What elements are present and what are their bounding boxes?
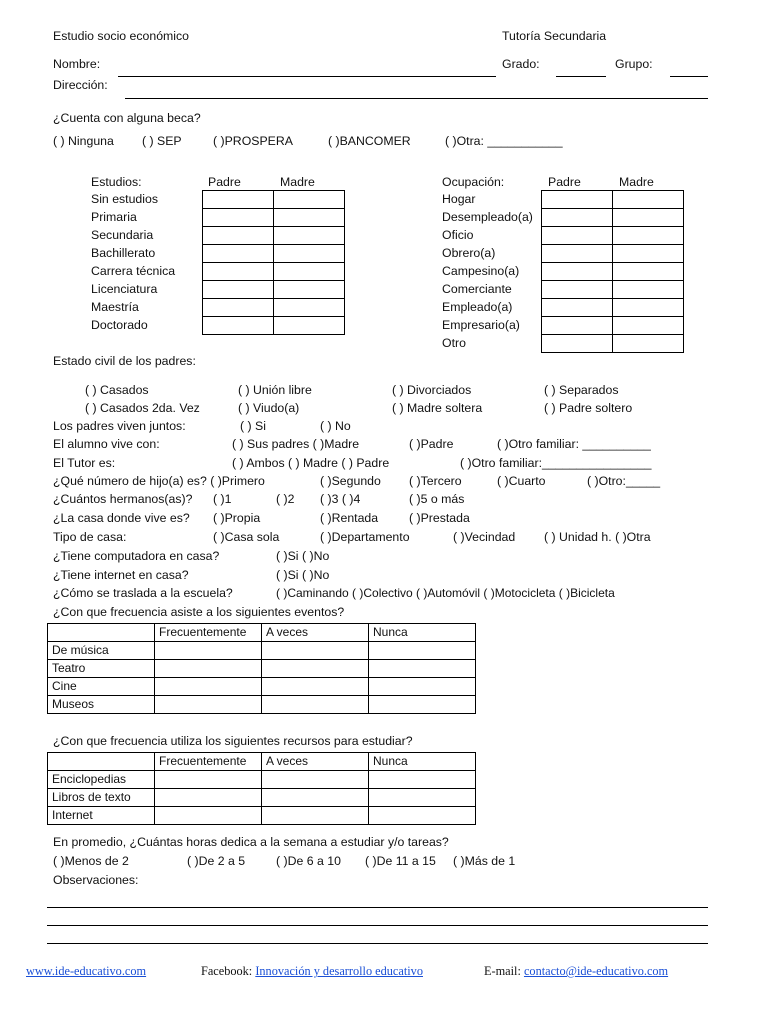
estado-civil-option[interactable]: ( ) Unión libre: [238, 383, 312, 397]
question-option[interactable]: ( )5 o más: [409, 492, 465, 506]
ocupacion-cell-madre[interactable]: [613, 335, 684, 353]
estudios-cell-madre[interactable]: [274, 281, 345, 299]
question-option[interactable]: ( )Otro:_____: [587, 474, 661, 488]
estado-civil-option[interactable]: ( ) Padre soltero: [544, 401, 633, 415]
question-option[interactable]: ( )Segundo: [320, 474, 381, 488]
question-label: ¿Cómo se traslada a la escuela?: [53, 586, 233, 600]
horas-option[interactable]: ( )De 6 a 10: [276, 854, 341, 868]
form-subtitle: Tutoría Secundaria: [502, 29, 607, 43]
estudios-cell-padre[interactable]: [203, 263, 274, 281]
question-option[interactable]: ( )Prestada: [409, 511, 470, 525]
estudios-item: Secundaria: [91, 228, 154, 242]
ocupacion-item: Campesino(a): [442, 264, 520, 278]
recursos-header-a-veces: A veces: [262, 753, 369, 771]
estudios-cell-padre[interactable]: [203, 191, 274, 209]
eventos-cell[interactable]: [369, 660, 476, 678]
ocupacion-cell-padre[interactable]: [542, 335, 613, 353]
facebook-link[interactable]: Innovación y desarrollo educativo: [255, 964, 423, 978]
ocupacion-cell-madre[interactable]: [613, 227, 684, 245]
email-label: E-mail:: [484, 964, 521, 978]
recursos-cell[interactable]: [369, 807, 476, 825]
ocupacion-cell-padre[interactable]: [542, 263, 613, 281]
question-option[interactable]: ( )Rentada: [320, 511, 379, 525]
recursos-cell[interactable]: [262, 771, 369, 789]
recursos-cell[interactable]: [155, 789, 262, 807]
question-label: ¿La casa donde vive es?: [53, 511, 190, 525]
website-link[interactable]: www.ide-educativo.com: [26, 964, 147, 978]
estado-civil-option[interactable]: ( ) Casados: [85, 383, 149, 397]
ocupacion-cell-padre[interactable]: [542, 281, 613, 299]
ocupacion-cell-padre[interactable]: [542, 209, 613, 227]
recursos-cell[interactable]: [262, 789, 369, 807]
recursos-row-label: Internet: [48, 807, 155, 825]
horas-option[interactable]: ( )Más de 1: [453, 854, 516, 868]
estudios-item: Carrera técnica: [91, 264, 176, 278]
ocupacion-item: Otro: [442, 336, 466, 350]
ocupacion-cell-padre[interactable]: [542, 317, 613, 335]
eventos-row-label: Teatro: [48, 660, 155, 678]
facebook-label: Facebook:: [201, 964, 253, 978]
ocupacion-cell-padre[interactable]: [542, 299, 613, 317]
horas-option[interactable]: ( )De 2 a 5: [187, 854, 246, 868]
ocupacion-padre-header: Padre: [548, 175, 581, 189]
estado-civil-option[interactable]: ( ) Casados 2da. Vez: [85, 401, 200, 415]
estado-civil-option[interactable]: ( ) Divorciados: [392, 383, 472, 397]
nombre-label: Nombre:: [53, 57, 101, 71]
direccion-label: Dirección:: [53, 78, 108, 92]
observaciones-line[interactable]: [47, 907, 708, 908]
estudios-item: Primaria: [91, 210, 137, 224]
question-option[interactable]: ( ) Unidad h. ( )Otra: [544, 530, 651, 544]
ocupacion-cell-madre[interactable]: [613, 191, 684, 209]
ocupacion-item: Comerciante: [442, 282, 512, 296]
footer-facebook: [201, 964, 423, 979]
question-option[interactable]: ( )1: [213, 492, 232, 506]
horas-question: En promedio, ¿Cuántas horas dedica a la semana a estudiar y/o tareas?: [53, 835, 449, 849]
question-label: Los padres viven juntos:: [53, 419, 186, 433]
horas-option[interactable]: ( )De 11 a 15: [365, 854, 436, 868]
ocupacion-cell-madre[interactable]: [613, 245, 684, 263]
estudios-cell-madre[interactable]: [274, 317, 345, 335]
question-option[interactable]: ( )Si ( )No: [276, 549, 330, 563]
recursos-table: [47, 752, 476, 825]
question-option[interactable]: ( ) Sus padres ( )Madre: [232, 437, 360, 451]
eventos-cell[interactable]: [262, 660, 369, 678]
estudios-cell-madre[interactable]: [274, 191, 345, 209]
estudios-cell-madre[interactable]: [274, 299, 345, 317]
estudios-cell-padre[interactable]: [203, 227, 274, 245]
estudios-item: Sin estudios: [91, 192, 158, 206]
eventos-question: ¿Con que frecuencia asiste a los siguientes eventos?: [53, 605, 345, 619]
ocupacion-item: Empresario(a): [442, 318, 520, 332]
estudios-cell-padre[interactable]: [203, 299, 274, 317]
ocupacion-cell-madre[interactable]: [613, 299, 684, 317]
eventos-table: [47, 623, 476, 714]
question-label: ¿Qué número de hijo(a) es? ( )Primero: [53, 474, 265, 488]
question-label: El alumno vive con:: [53, 437, 160, 451]
grupo-label: Grupo:: [615, 57, 653, 71]
question-option[interactable]: ( )Propia: [213, 511, 261, 525]
recursos-header-nunca: Nunca: [369, 753, 476, 771]
question-option[interactable]: ( )Casa sola: [213, 530, 280, 544]
estudios-cell-padre[interactable]: [203, 245, 274, 263]
estudios-item: Doctorado: [91, 318, 148, 332]
ocupacion-cell-padre[interactable]: [542, 227, 613, 245]
estudios-grid: [202, 190, 345, 335]
estado-civil-option[interactable]: ( ) Viudo(a): [238, 401, 300, 415]
estudios-cell-padre[interactable]: [203, 209, 274, 227]
question-option[interactable]: ( )Padre: [409, 437, 454, 451]
ocupacion-item: Hogar: [442, 192, 476, 206]
recursos-row-label: Libros de texto: [48, 789, 155, 807]
beca-option-prospera[interactable]: ( )PROSPERA: [213, 134, 293, 148]
beca-option-sep[interactable]: ( ) SEP: [142, 134, 182, 148]
estado-civil-option[interactable]: ( ) Separados: [544, 383, 619, 397]
ocupacion-madre-header: Madre: [619, 175, 654, 189]
recursos-row-label: Enciclopedias: [48, 771, 155, 789]
question-option[interactable]: ( )Departamento: [320, 530, 410, 544]
question-option[interactable]: ( )Caminando ( )Colectivo ( )Automóvil ( )Motocicleta ( )Bicicleta: [276, 586, 615, 600]
eventos-cell[interactable]: [155, 660, 262, 678]
recursos-header-empty: [48, 753, 155, 771]
ocupacion-cell-madre[interactable]: [613, 263, 684, 281]
estado-civil-question: Estado civil de los padres:: [53, 354, 196, 368]
ocupacion-header: Ocupación:: [442, 175, 505, 189]
question-option[interactable]: ( )Cuarto: [497, 474, 546, 488]
question-option[interactable]: ( )Si ( )No: [276, 568, 330, 582]
ocupacion-cell-padre[interactable]: [542, 191, 613, 209]
eventos-cell[interactable]: [262, 678, 369, 696]
ocupacion-cell-madre[interactable]: [613, 281, 684, 299]
eventos-row-label: Museos: [48, 696, 155, 714]
ocupacion-item: Empleado(a): [442, 300, 513, 314]
question-option[interactable]: ( ) No: [320, 419, 351, 433]
observaciones-line[interactable]: [47, 943, 708, 944]
beca-question: ¿Cuenta con alguna beca?: [53, 111, 201, 125]
question-label: ¿Tiene internet en casa?: [53, 568, 189, 582]
beca-option-ninguna[interactable]: ( ) Ninguna: [53, 134, 114, 148]
observaciones-label: Observaciones:: [53, 873, 139, 887]
question-label: Tipo de casa:: [53, 530, 127, 544]
estudios-cell-madre[interactable]: [274, 245, 345, 263]
eventos-row-label: De música: [48, 642, 155, 660]
question-option[interactable]: ( )Otro familiar:________________: [460, 456, 652, 470]
question-option[interactable]: ( ) Si: [240, 419, 266, 433]
eventos-cell[interactable]: [155, 696, 262, 714]
eventos-cell[interactable]: [369, 642, 476, 660]
estudios-padre-header: Padre: [208, 175, 241, 189]
grado-label: Grado:: [502, 57, 540, 71]
footer-email: [484, 964, 668, 979]
estudios-cell-padre[interactable]: [203, 317, 274, 335]
question-label: ¿Cuántos hermanos(as)?: [53, 492, 193, 506]
recursos-cell[interactable]: [369, 789, 476, 807]
recursos-question: ¿Con que frecuencia utiliza los siguientes recursos para estudiar?: [53, 734, 413, 748]
footer-website-link[interactable]: [26, 964, 146, 979]
estado-civil-option[interactable]: ( ) Madre soltera: [392, 401, 483, 415]
recursos-cell[interactable]: [262, 807, 369, 825]
estudios-item: Bachillerato: [91, 246, 156, 260]
eventos-cell[interactable]: [262, 696, 369, 714]
question-label: El Tutor es:: [53, 456, 116, 470]
recursos-header-frecuentemente: Frecuentemente: [155, 753, 262, 771]
estudios-cell-madre[interactable]: [274, 227, 345, 245]
ocupacion-item: Obrero(a): [442, 246, 496, 260]
eventos-cell[interactable]: [262, 642, 369, 660]
ocupacion-grid: [541, 190, 684, 353]
horas-option[interactable]: ( )Menos de 2: [53, 854, 129, 868]
eventos-row-label: Cine: [48, 678, 155, 696]
estudios-item: Licenciatura: [91, 282, 158, 296]
grado-field[interactable]: [556, 76, 606, 77]
ocupacion-item: Desempleado(a): [442, 210, 533, 224]
email-link[interactable]: contacto@ide-educativo.com: [523, 964, 669, 978]
ocupacion-cell-madre[interactable]: [613, 209, 684, 227]
question-label: ¿Tiene computadora en casa?: [53, 549, 220, 563]
ocupacion-item: Oficio: [442, 228, 474, 242]
beca-option-bancomer[interactable]: ( )BANCOMER: [328, 134, 411, 148]
question-option[interactable]: ( )Tercero: [409, 474, 462, 488]
recursos-cell[interactable]: [155, 771, 262, 789]
direccion-field[interactable]: [125, 98, 708, 99]
estudios-item: Maestría: [91, 300, 139, 314]
estudios-cell-madre[interactable]: [274, 209, 345, 227]
question-option[interactable]: ( )3 ( )4: [320, 492, 361, 506]
eventos-cell[interactable]: [155, 678, 262, 696]
question-option[interactable]: ( )Otro familiar: __________: [497, 437, 651, 451]
eventos-header-frecuentemente: Frecuentemente: [155, 624, 262, 642]
question-option[interactable]: ( ) Ambos ( ) Madre ( ) Padre: [232, 456, 390, 470]
eventos-cell[interactable]: [369, 678, 476, 696]
eventos-header-empty: [48, 624, 155, 642]
eventos-cell[interactable]: [155, 642, 262, 660]
ocupacion-cell-padre[interactable]: [542, 245, 613, 263]
form-title: Estudio socio económico: [53, 29, 190, 43]
eventos-cell[interactable]: [369, 696, 476, 714]
nombre-field[interactable]: [118, 76, 496, 77]
estudios-cell-madre[interactable]: [274, 263, 345, 281]
beca-option-otra[interactable]: ( )Otra: ___________: [445, 134, 563, 148]
estudios-madre-header: Madre: [280, 175, 315, 189]
ocupacion-cell-madre[interactable]: [613, 317, 684, 335]
question-option[interactable]: ( )Vecindad: [453, 530, 516, 544]
grupo-field[interactable]: [670, 76, 708, 77]
observaciones-line[interactable]: [47, 925, 708, 926]
recursos-cell[interactable]: [369, 771, 476, 789]
estudios-cell-padre[interactable]: [203, 281, 274, 299]
eventos-header-a-veces: A veces: [262, 624, 369, 642]
recursos-cell[interactable]: [155, 807, 262, 825]
question-option[interactable]: ( )2: [276, 492, 295, 506]
estudios-header: Estudios:: [91, 175, 142, 189]
eventos-header-nunca: Nunca: [369, 624, 476, 642]
